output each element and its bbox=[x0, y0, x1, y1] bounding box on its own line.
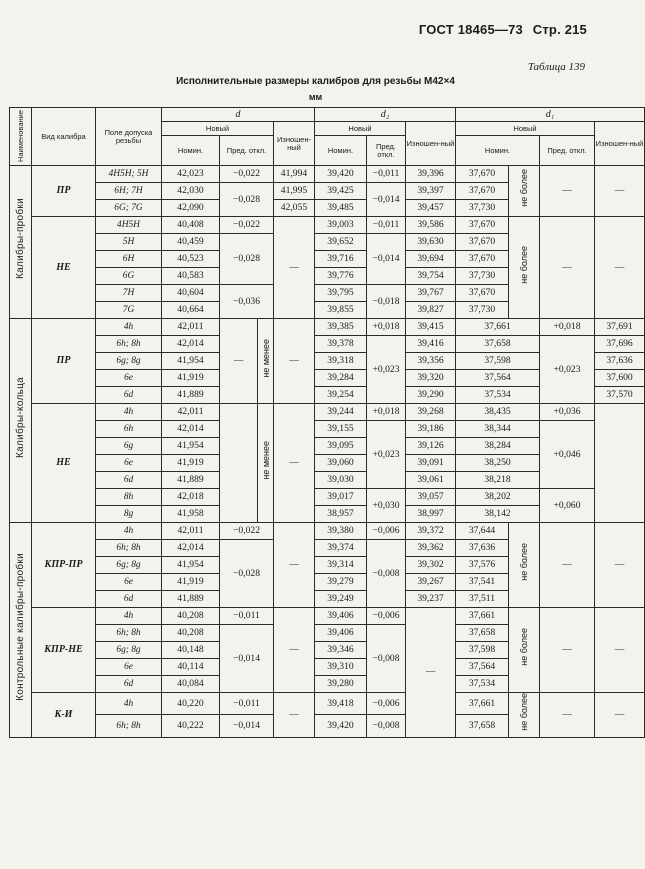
d1-nominal: 37,598 bbox=[456, 353, 540, 370]
d1-nominal: 37,670 bbox=[456, 251, 509, 268]
d-nominal: 41,889 bbox=[162, 591, 220, 608]
gauge-kind: КПР-НЕ bbox=[32, 608, 96, 693]
d-deviation: −0,028 bbox=[220, 234, 274, 285]
d-nominal: 41,954 bbox=[162, 353, 220, 370]
d2-worn: 39,457 bbox=[406, 200, 456, 217]
d-nominal: 42,018 bbox=[162, 489, 220, 506]
table-title: Исполнительные размеры калибров для резьбы М42×4 bbox=[176, 76, 455, 87]
tolerance-field: 6g; 8g bbox=[96, 353, 162, 370]
d2-nominal: 39,060 bbox=[315, 455, 367, 472]
d2-worn: 39,397 bbox=[406, 183, 456, 200]
d-nominal: 40,604 bbox=[162, 285, 220, 302]
page-number: Стр. 215 bbox=[532, 22, 587, 37]
table-row bbox=[10, 336, 645, 353]
tolerance-field: 6g; 8g bbox=[96, 557, 162, 574]
gauge-kind: К-И bbox=[32, 693, 96, 738]
d2-worn: 39,827 bbox=[406, 302, 456, 319]
d1-nominal: 37,511 bbox=[456, 591, 509, 608]
d2-nominal: 39,420 bbox=[315, 715, 367, 737]
col-d1-new: Новый bbox=[456, 122, 595, 136]
d-nominal: 42,011 bbox=[162, 404, 220, 421]
d2-worn: 39,290 bbox=[406, 387, 456, 404]
d2-nominal: 39,030 bbox=[315, 472, 367, 489]
d2-nominal: 39,485 bbox=[315, 200, 367, 217]
d1-nominal: 37,564 bbox=[456, 370, 540, 387]
d2-nominal: 39,280 bbox=[315, 676, 367, 693]
d2-worn: 39,630 bbox=[406, 234, 456, 251]
tolerance-field: 6d bbox=[96, 472, 162, 489]
d1-nominal: 37,661 bbox=[456, 693, 509, 715]
d2-worn: 39,362 bbox=[406, 540, 456, 557]
d2-deviation: −0,011 bbox=[367, 166, 406, 183]
col-d1-nom: Номин. bbox=[456, 136, 540, 166]
d2-deviation: −0,006 bbox=[367, 608, 406, 625]
tolerance-field: 6G bbox=[96, 268, 162, 285]
d2-deviation: +0,023 bbox=[367, 336, 406, 404]
dash-mark: — bbox=[274, 693, 315, 738]
d-nominal: 41,954 bbox=[162, 557, 220, 574]
d2-worn: 39,268 bbox=[406, 404, 456, 421]
tolerance-field: 6e bbox=[96, 574, 162, 591]
d2-deviation: −0,014 bbox=[367, 234, 406, 285]
d2-nominal: 39,155 bbox=[315, 421, 367, 438]
d1-nominal: 37,658 bbox=[456, 715, 509, 737]
d2-worn: 39,767 bbox=[406, 285, 456, 302]
tolerance-field: 4H5H bbox=[96, 217, 162, 234]
d1-nominal: 37,658 bbox=[456, 336, 540, 353]
tolerance-field: 6H; 7H bbox=[96, 183, 162, 200]
d2-nominal: 39,314 bbox=[315, 557, 367, 574]
d2-deviation: −0,008 bbox=[367, 540, 406, 608]
d2-worn: 39,694 bbox=[406, 251, 456, 268]
tolerance-field: 8h bbox=[96, 489, 162, 506]
d1-worn: 37,696 bbox=[595, 336, 645, 353]
d2-worn: 39,320 bbox=[406, 370, 456, 387]
d2-deviation: −0,006 bbox=[367, 523, 406, 540]
d2-nominal: 39,425 bbox=[315, 183, 367, 200]
d1-worn: 37,691 bbox=[595, 319, 645, 336]
d-nominal: 41,954 bbox=[162, 438, 220, 455]
dash-mark: — bbox=[540, 693, 595, 738]
d2-worn: 39,356 bbox=[406, 353, 456, 370]
col-d2: d₂ bbox=[315, 108, 456, 122]
d1-deviation: +0,036 bbox=[540, 404, 595, 421]
d1-deviation: +0,023 bbox=[540, 336, 595, 404]
d2-nominal: 39,795 bbox=[315, 285, 367, 302]
d2-deviation: +0,023 bbox=[367, 421, 406, 489]
col-d-pred: Пред. откл. bbox=[220, 136, 274, 166]
d2-worn: 39,396 bbox=[406, 166, 456, 183]
col-naimenovanie: Наименование bbox=[10, 108, 32, 166]
page-header bbox=[413, 22, 587, 37]
d-deviation: −0,014 bbox=[220, 625, 274, 693]
group-label: Калибры-кольца bbox=[10, 319, 32, 523]
col-vid: Вид калибра bbox=[32, 108, 96, 166]
col-d2-new: Новый bbox=[315, 122, 406, 136]
dash-mark: — bbox=[540, 217, 595, 319]
col-d2-pred: Пред. откл. bbox=[367, 136, 406, 166]
d2-worn: 39,061 bbox=[406, 472, 456, 489]
col-pole: Поле допуска резьбы bbox=[96, 108, 162, 166]
col-d-nom: Номин. bbox=[162, 136, 220, 166]
d1-deviation: +0,018 bbox=[540, 319, 595, 336]
table-row bbox=[10, 421, 645, 438]
d-deviation: −0,036 bbox=[220, 285, 274, 319]
d2-worn: 39,126 bbox=[406, 438, 456, 455]
d-nominal: 40,459 bbox=[162, 234, 220, 251]
d1-nominal: 37,564 bbox=[456, 659, 509, 676]
d2-deviation: −0,011 bbox=[367, 217, 406, 234]
d-deviation: −0,022 bbox=[220, 166, 274, 183]
d1-nominal: 37,661 bbox=[456, 608, 509, 625]
col-d1-worn: Изношен-ный bbox=[595, 122, 645, 166]
d2-nominal: 39,279 bbox=[315, 574, 367, 591]
gauge-kind: КПР-ПР bbox=[32, 523, 96, 608]
d2-worn: 39,057 bbox=[406, 489, 456, 506]
table-body bbox=[10, 166, 645, 738]
d2-nominal: 39,406 bbox=[315, 625, 367, 642]
tolerance-field: 4h bbox=[96, 319, 162, 336]
tolerance-field: 6h; 8h bbox=[96, 715, 162, 737]
tolerance-field: 6g bbox=[96, 438, 162, 455]
ne-menee-label: не менее bbox=[258, 319, 274, 404]
d2-nominal: 39,346 bbox=[315, 642, 367, 659]
d-deviation: −0,028 bbox=[220, 540, 274, 608]
d2-nominal: 39,406 bbox=[315, 608, 367, 625]
d1-nominal: 37,670 bbox=[456, 217, 509, 234]
d-nominal: 40,222 bbox=[162, 715, 220, 737]
d2-nominal: 39,318 bbox=[315, 353, 367, 370]
d1-nominal: 38,142 bbox=[456, 506, 540, 523]
tolerance-field: 6h bbox=[96, 421, 162, 438]
d2-deviation: +0,018 bbox=[367, 404, 406, 421]
group-label: Калибры-пробки bbox=[10, 166, 32, 319]
tolerance-field: 4H5H; 5H bbox=[96, 166, 162, 183]
d2-nominal: 39,095 bbox=[315, 438, 367, 455]
d1-nominal: 37,670 bbox=[456, 166, 509, 183]
d-worn: 42,055 bbox=[274, 200, 315, 217]
dash-mark: — bbox=[274, 608, 315, 693]
d1-nominal: 38,250 bbox=[456, 455, 540, 472]
d-nominal: 41,958 bbox=[162, 506, 220, 523]
d-nominal: 42,011 bbox=[162, 523, 220, 540]
col-d-new: Новый bbox=[162, 122, 274, 136]
d1-nominal: 38,202 bbox=[456, 489, 540, 506]
d-nominal: 42,014 bbox=[162, 421, 220, 438]
d-nominal: 40,148 bbox=[162, 642, 220, 659]
d2-worn: 39,415 bbox=[406, 319, 456, 336]
d-nominal: 41,889 bbox=[162, 387, 220, 404]
gauge-kind: НЕ bbox=[32, 404, 96, 523]
d2-nominal: 39,017 bbox=[315, 489, 367, 506]
d1-worn: 37,600 bbox=[595, 370, 645, 387]
d2-nominal: 39,420 bbox=[315, 166, 367, 183]
d2-worn: 38,997 bbox=[406, 506, 456, 523]
dash-mark: — bbox=[595, 523, 645, 608]
d1-nominal: 37,534 bbox=[456, 676, 509, 693]
ne-bolee-label: не более bbox=[509, 608, 540, 693]
gauge-kind: ПР bbox=[32, 166, 96, 217]
tolerance-field: 4h bbox=[96, 693, 162, 715]
d1-nominal: 38,218 bbox=[456, 472, 540, 489]
table-row bbox=[10, 608, 645, 625]
table-row bbox=[10, 693, 645, 715]
dash-mark: — bbox=[220, 319, 258, 404]
tolerance-field: 5H bbox=[96, 234, 162, 251]
d1-nominal: 37,661 bbox=[456, 319, 540, 336]
dash-mark: — bbox=[406, 608, 456, 738]
d2-nominal: 39,855 bbox=[315, 302, 367, 319]
dash-mark: — bbox=[274, 404, 315, 523]
d2-deviation: −0,008 bbox=[367, 625, 406, 693]
d-nominal: 42,014 bbox=[162, 540, 220, 557]
d2-nominal: 39,652 bbox=[315, 234, 367, 251]
empty-cell bbox=[595, 404, 645, 523]
col-d2-worn: Изношен-ный bbox=[406, 122, 456, 166]
d1-nominal: 37,644 bbox=[456, 523, 509, 540]
ne-bolee-label: не более bbox=[509, 166, 540, 217]
d1-nominal: 37,598 bbox=[456, 642, 509, 659]
ne-bolee-label: не более bbox=[509, 217, 540, 319]
d2-nominal: 39,378 bbox=[315, 336, 367, 353]
gauge-dimensions-table bbox=[9, 107, 645, 738]
d2-worn: 39,302 bbox=[406, 557, 456, 574]
d1-nominal: 38,435 bbox=[456, 404, 540, 421]
d1-nominal: 37,534 bbox=[456, 387, 540, 404]
tolerance-field: 6h; 8h bbox=[96, 625, 162, 642]
d-nominal: 42,030 bbox=[162, 183, 220, 200]
dash-mark: — bbox=[540, 166, 595, 217]
table-row bbox=[10, 166, 645, 183]
d-deviation: −0,011 bbox=[220, 693, 274, 715]
tolerance-field: 4h bbox=[96, 404, 162, 421]
d2-worn: 39,754 bbox=[406, 268, 456, 285]
d-worn: 41,994 bbox=[274, 166, 315, 183]
d-deviation: −0,022 bbox=[220, 217, 274, 234]
tolerance-field: 8g bbox=[96, 506, 162, 523]
d2-deviation: +0,030 bbox=[367, 489, 406, 523]
d-nominal: 40,408 bbox=[162, 217, 220, 234]
d-nominal: 41,919 bbox=[162, 455, 220, 472]
d-nominal: 40,208 bbox=[162, 608, 220, 625]
dash-mark: — bbox=[595, 217, 645, 319]
d-nominal: 42,011 bbox=[162, 319, 220, 336]
d2-deviation: −0,006 bbox=[367, 693, 406, 715]
d1-deviation: +0,060 bbox=[540, 489, 595, 523]
d2-deviation: −0,008 bbox=[367, 715, 406, 737]
table-row bbox=[10, 217, 645, 234]
dash-mark: — bbox=[595, 693, 645, 738]
d-nominal: 40,114 bbox=[162, 659, 220, 676]
table-label: Таблица 139 bbox=[527, 61, 585, 73]
d2-nominal: 39,385 bbox=[315, 319, 367, 336]
d1-nominal: 37,730 bbox=[456, 302, 509, 319]
d1-deviation: +0,046 bbox=[540, 421, 595, 489]
d-nominal: 41,889 bbox=[162, 472, 220, 489]
dash-mark: — bbox=[595, 608, 645, 693]
d-nominal: 40,220 bbox=[162, 693, 220, 715]
d2-nominal: 39,310 bbox=[315, 659, 367, 676]
d-nominal: 40,208 bbox=[162, 625, 220, 642]
col-d-worn: Изношен-ный bbox=[274, 122, 315, 166]
d1-nominal: 37,730 bbox=[456, 200, 509, 217]
d2-nominal: 39,244 bbox=[315, 404, 367, 421]
tolerance-field: 7H bbox=[96, 285, 162, 302]
d2-worn: 39,372 bbox=[406, 523, 456, 540]
tolerance-field: 6d bbox=[96, 591, 162, 608]
d1-worn: 37,570 bbox=[595, 387, 645, 404]
d1-nominal: 38,344 bbox=[456, 421, 540, 438]
d2-worn: 39,586 bbox=[406, 217, 456, 234]
d1-nominal: 37,670 bbox=[456, 285, 509, 302]
table-row bbox=[10, 404, 645, 421]
tolerance-field: 6h; 8h bbox=[96, 540, 162, 557]
d-deviation: −0,011 bbox=[220, 608, 274, 625]
tolerance-field: 6d bbox=[96, 676, 162, 693]
ne-bolee-label: не более bbox=[509, 523, 540, 608]
dash-mark: — bbox=[274, 523, 315, 608]
dash-mark: — bbox=[274, 217, 315, 319]
col-d2-nom: Номин. bbox=[315, 136, 367, 166]
empty-cell bbox=[220, 404, 258, 523]
col-d: d bbox=[162, 108, 315, 122]
d-deviation: −0,014 bbox=[220, 715, 274, 737]
tolerance-field: 4h bbox=[96, 608, 162, 625]
d1-worn: 37,636 bbox=[595, 353, 645, 370]
d2-deviation: +0,018 bbox=[367, 319, 406, 336]
col-d1: d₁ bbox=[456, 108, 645, 122]
tolerance-field: 6G; 7G bbox=[96, 200, 162, 217]
tolerance-field: 7G bbox=[96, 302, 162, 319]
standard-number: ГОСТ 18465—73 bbox=[418, 22, 523, 37]
table-row bbox=[10, 319, 645, 336]
d-nominal: 42,023 bbox=[162, 166, 220, 183]
tolerance-field: 6e bbox=[96, 659, 162, 676]
d-nominal: 40,084 bbox=[162, 676, 220, 693]
tolerance-field: 6e bbox=[96, 455, 162, 472]
tolerance-field: 6e bbox=[96, 370, 162, 387]
d2-nominal: 39,374 bbox=[315, 540, 367, 557]
d1-nominal: 37,541 bbox=[456, 574, 509, 591]
ne-bolee-label: не более bbox=[509, 693, 540, 738]
d-nominal: 42,090 bbox=[162, 200, 220, 217]
d-nominal: 42,014 bbox=[162, 336, 220, 353]
d2-nominal: 39,254 bbox=[315, 387, 367, 404]
d1-nominal: 37,576 bbox=[456, 557, 509, 574]
d2-nominal: 39,418 bbox=[315, 693, 367, 715]
d-nominal: 40,583 bbox=[162, 268, 220, 285]
group-label: Контрольные калибры-пробки bbox=[10, 523, 32, 738]
tolerance-field: 6g; 8g bbox=[96, 642, 162, 659]
d2-nominal: 39,284 bbox=[315, 370, 367, 387]
d-nominal: 41,919 bbox=[162, 574, 220, 591]
d2-worn: 39,186 bbox=[406, 421, 456, 438]
d1-nominal: 37,658 bbox=[456, 625, 509, 642]
d1-nominal: 37,670 bbox=[456, 183, 509, 200]
d1-nominal: 37,636 bbox=[456, 540, 509, 557]
d1-nominal: 37,670 bbox=[456, 234, 509, 251]
dash-mark: — bbox=[540, 608, 595, 693]
d2-nominal: 39,380 bbox=[315, 523, 367, 540]
d-nominal: 41,919 bbox=[162, 370, 220, 387]
d2-deviation: −0,018 bbox=[367, 285, 406, 319]
d1-nominal: 37,730 bbox=[456, 268, 509, 285]
d2-nominal: 39,003 bbox=[315, 217, 367, 234]
tolerance-field: 6h; 8h bbox=[96, 336, 162, 353]
dash-mark: — bbox=[540, 523, 595, 608]
ne-menee-label: не менее bbox=[258, 404, 274, 523]
d-nominal: 40,664 bbox=[162, 302, 220, 319]
d2-worn: 39,091 bbox=[406, 455, 456, 472]
gauge-kind: ПР bbox=[32, 319, 96, 404]
d-nominal: 40,523 bbox=[162, 251, 220, 268]
d2-worn: 39,237 bbox=[406, 591, 456, 608]
dash-mark: — bbox=[274, 319, 315, 404]
d2-worn: 39,416 bbox=[406, 336, 456, 353]
table-head bbox=[10, 108, 645, 166]
d2-nominal: 39,716 bbox=[315, 251, 367, 268]
dash-mark: — bbox=[595, 166, 645, 217]
d2-worn: 39,267 bbox=[406, 574, 456, 591]
d-worn: 41,995 bbox=[274, 183, 315, 200]
gauge-kind: НЕ bbox=[32, 217, 96, 319]
d2-nominal: 39,776 bbox=[315, 268, 367, 285]
unit-label: мм bbox=[308, 92, 323, 102]
d-deviation: −0,022 bbox=[220, 523, 274, 540]
d-deviation: −0,028 bbox=[220, 183, 274, 217]
table-row bbox=[10, 489, 645, 506]
d2-deviation: −0,014 bbox=[367, 183, 406, 217]
col-d1-pred: Пред. откл. bbox=[540, 136, 595, 166]
d2-nominal: 38,957 bbox=[315, 506, 367, 523]
tolerance-field: 4h bbox=[96, 523, 162, 540]
d2-nominal: 39,249 bbox=[315, 591, 367, 608]
tolerance-field: 6H bbox=[96, 251, 162, 268]
tolerance-field: 6d bbox=[96, 387, 162, 404]
d1-nominal: 38,284 bbox=[456, 438, 540, 455]
table-row bbox=[10, 523, 645, 540]
